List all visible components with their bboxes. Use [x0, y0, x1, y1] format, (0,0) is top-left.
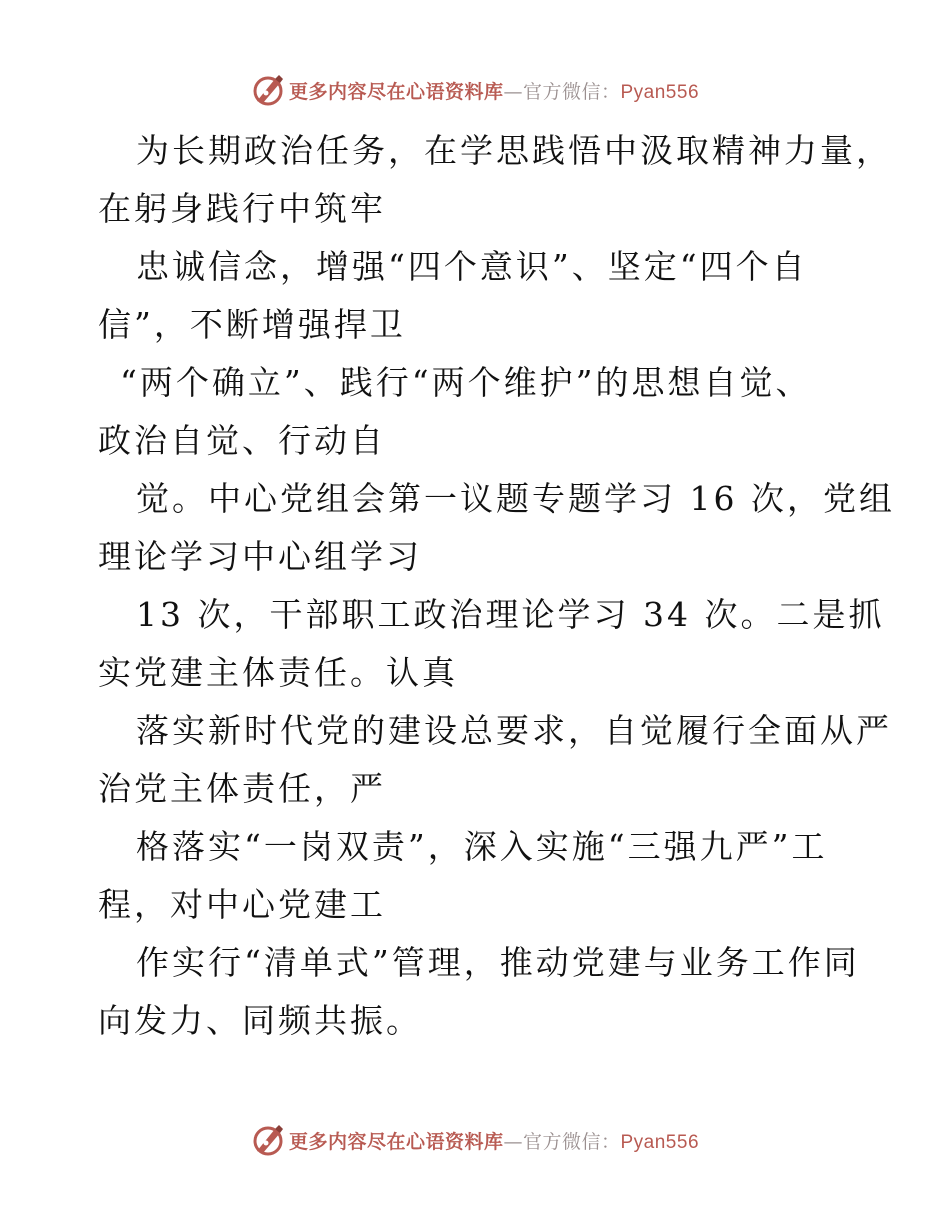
text-line: 向发力、同频共振。: [98, 1001, 422, 1040]
footer-banner-text: [289, 1127, 699, 1154]
text-line: 落实新时代党的建设总要求，自觉履行全面从严: [136, 711, 892, 750]
text-line: 理论学习中心组学习: [98, 537, 422, 576]
text-line: 信”，不断增强捍卫: [98, 305, 406, 344]
text-line: 格落实“一岗双责”，深入实施“三强九严”工: [136, 827, 828, 866]
body-text: [98, 122, 895, 1050]
text-line: 觉。中心党组会第一议题专题学习 16 次，党组: [136, 479, 895, 518]
text-line: 政治自觉、行动自: [98, 421, 386, 460]
header-separator: —: [503, 80, 523, 103]
text-line: “两个确立”、践行“两个维护”的思想自觉、: [120, 363, 812, 402]
footer-wechat-label: 官方微信：: [522, 1130, 621, 1153]
footer-brand: 更多内容尽在心语资料库: [288, 1130, 504, 1153]
footer-banner: [0, 1120, 950, 1160]
text-line: 程，对中心党建工: [98, 885, 386, 924]
header-wechat-label: 官方微信：: [522, 80, 621, 103]
footer-wechat-id: Pyan556: [620, 1131, 700, 1153]
text-line: 作实行“清单式”管理，推动党建与业务工作同: [136, 943, 860, 982]
pen-logo-icon: [251, 1123, 285, 1157]
footer-separator: —: [503, 1130, 523, 1153]
text-line: 忠诚信念，增强“四个意识”、坚定“四个自: [136, 247, 808, 286]
text-line: 在躬身践行中筑牢: [98, 189, 386, 228]
header-banner-text: [289, 77, 699, 104]
header-brand: 更多内容尽在心语资料库: [288, 80, 504, 103]
text-line: 治党主体责任，严: [98, 769, 386, 808]
header-banner: [0, 70, 950, 110]
header-wechat-id: Pyan556: [620, 81, 700, 103]
text-line: 实党建主体责任。认真: [98, 653, 458, 692]
pen-logo-icon: [251, 73, 285, 107]
text-line: 为长期政治任务，在学思践悟中汲取精神力量，: [136, 131, 892, 170]
text-line: 13 次，干部职工政治理论学习 34 次。二是抓: [136, 595, 885, 634]
